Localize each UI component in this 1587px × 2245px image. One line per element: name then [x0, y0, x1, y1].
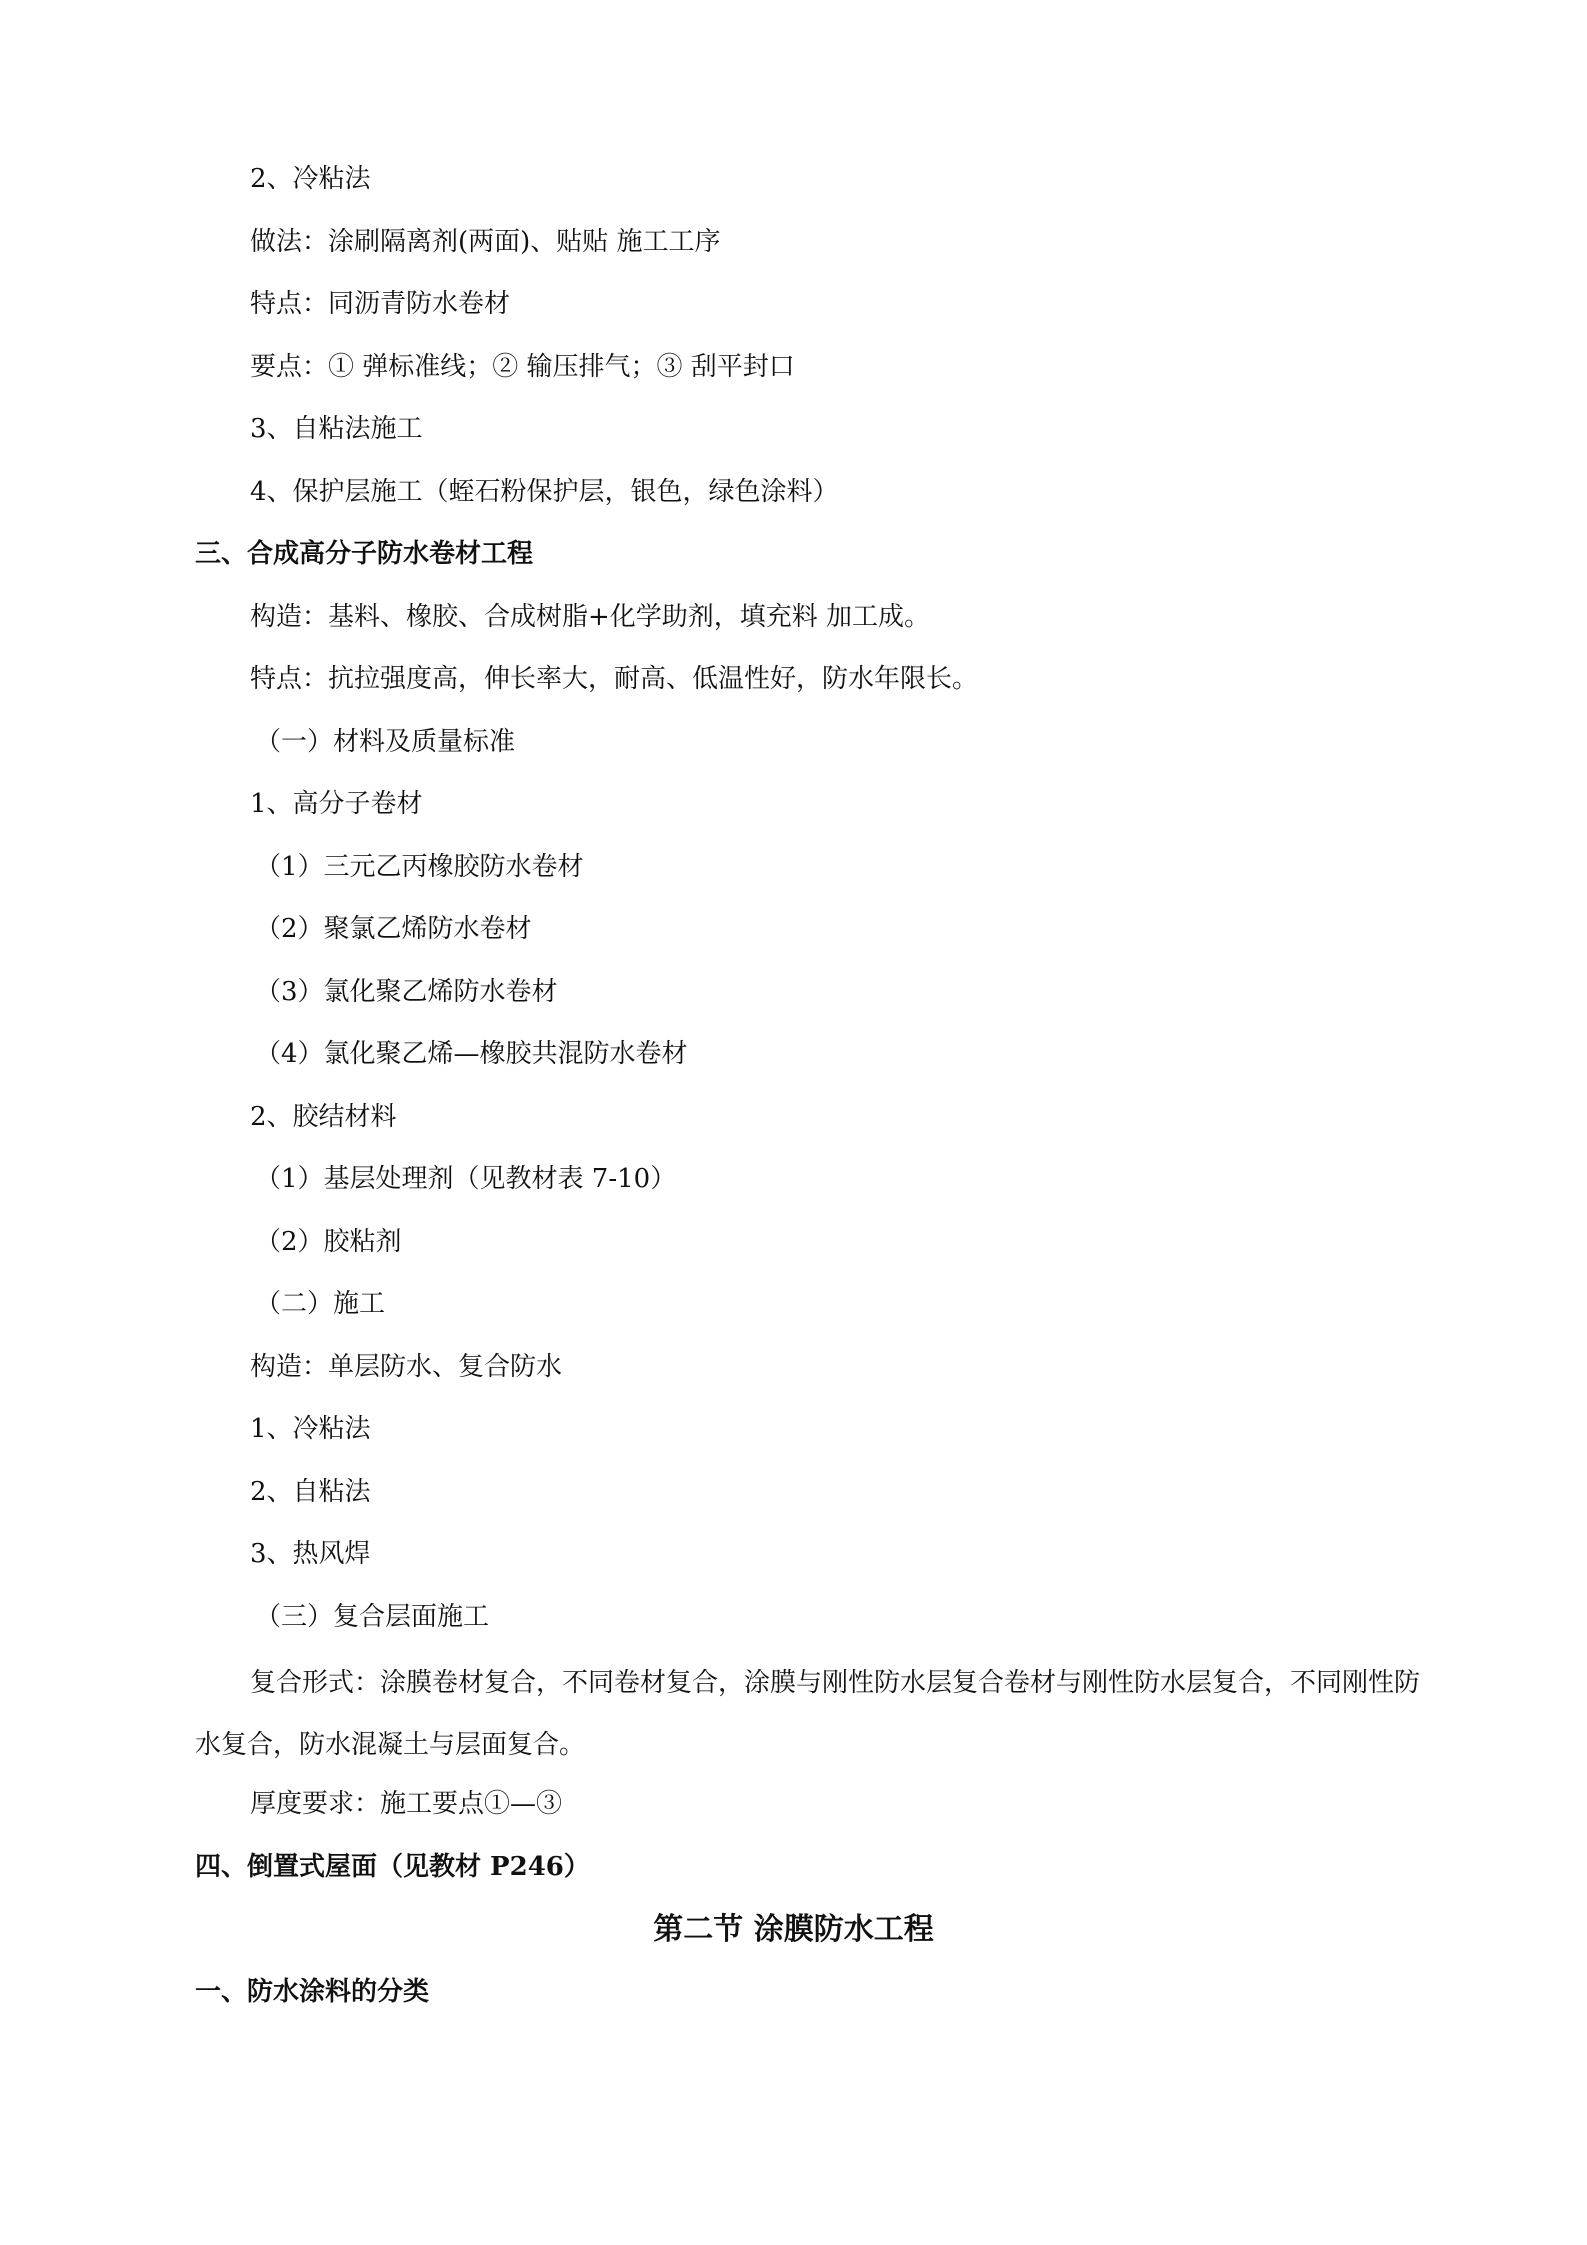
list-item-primer: （1）基层处理剂（见教材表 7-10） — [255, 1164, 677, 1194]
heading-cold-bond: 1、冷粘法 — [250, 1414, 371, 1444]
heading-cold-bond-method: 2、冷粘法 — [250, 164, 371, 194]
subheading-composite-layer: （三）复合层面施工 — [255, 1602, 490, 1632]
section-heading-coating-classification: 一、防水涂料的分类 — [195, 1977, 430, 2007]
list-item-cpe-rubber: （4）氯化聚乙烯—橡胶共混防水卷材 — [255, 1039, 688, 1069]
heading-self-adhesive-construction: 3、自粘法施工 — [250, 414, 423, 444]
list-item-adhesive: （2）胶粘剂 — [255, 1227, 402, 1257]
heading-protective-layer: 4、保护层施工（蛭石粉保护层，银色，绿色涂料） — [250, 477, 839, 507]
list-item-pvc: （2）聚氯乙烯防水卷材 — [255, 914, 532, 944]
heading-binding-materials: 2、胶结材料 — [250, 1102, 397, 1132]
subheading-construction: （二）施工 — [255, 1289, 386, 1319]
polymer-features: 特点：抗拉强度高，伸长率大，耐高、低温性好，防水年限长。 — [250, 664, 979, 694]
method-description: 做法：涂刷隔离剂(两面)、贴贴 施工工序 — [250, 227, 721, 257]
thickness-requirements: 厚度要求：施工要点①—③ — [250, 1789, 563, 1819]
list-item-cpe: （3）氯化聚乙烯防水卷材 — [255, 977, 558, 1007]
subheading-materials-quality: （一）材料及质量标准 — [255, 727, 516, 757]
section-heading-inverted-roof: 四、倒置式屋面（见教材 P246） — [195, 1852, 590, 1882]
key-points: 要点：① 弹标准线；② 输压排气；③ 刮平封口 — [250, 352, 795, 382]
heading-hot-air-weld: 3、热风焊 — [250, 1539, 371, 1569]
chapter-title-coating-waterproofing: 第二节 涂膜防水工程 — [653, 1912, 934, 1947]
composite-forms-paragraph: 复合形式：涂膜卷材复合，不同卷材复合，涂膜与刚性防水层复合卷材与刚性防水层复合，不同刚性防水复合，防水混凝土与层面复合。 — [195, 1668, 1421, 1760]
features-description: 特点：同沥青防水卷材 — [250, 289, 511, 319]
list-item-epdm: （1）三元乙丙橡胶防水卷材 — [255, 852, 584, 882]
section-heading-polymer-membrane: 三、合成高分子防水卷材工程 — [195, 539, 534, 569]
construction-description: 构造：基料、橡胶、合成树脂+化学助剂，填充料 加工成。 — [250, 602, 931, 632]
heading-self-adhesive: 2、自粘法 — [250, 1477, 371, 1507]
construction-types: 构造：单层防水、复合防水 — [250, 1352, 563, 1382]
heading-polymer-rolls: 1、高分子卷材 — [250, 789, 423, 819]
